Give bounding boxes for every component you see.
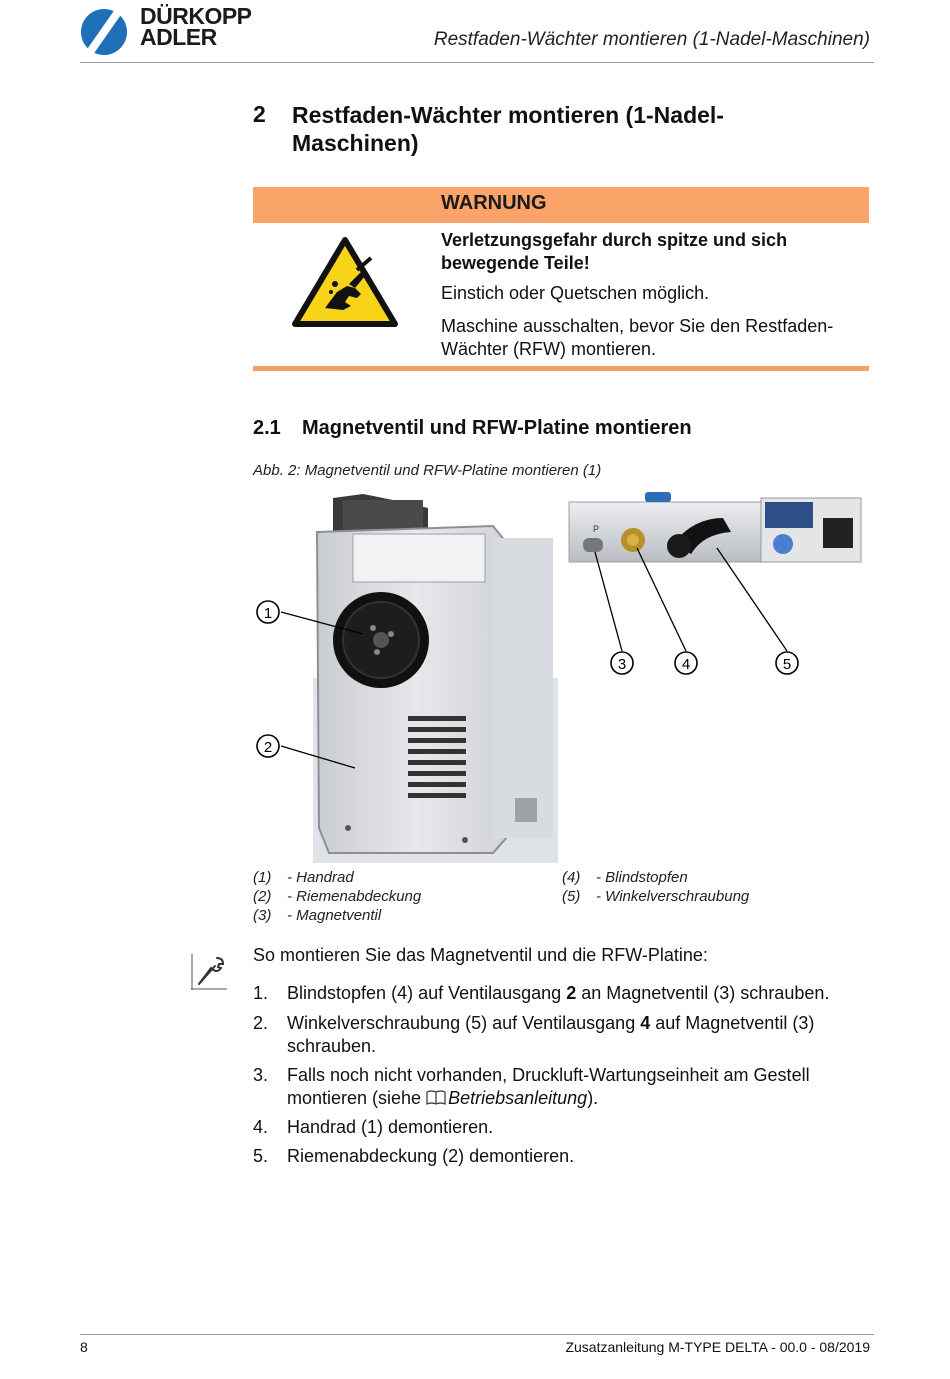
wrench-icon — [191, 954, 227, 990]
step-text-part: ). — [587, 1088, 599, 1108]
book-icon — [426, 1090, 446, 1105]
chapter-number: 2 — [253, 101, 266, 127]
section-title: Magnetventil und RFW-Platine montieren — [302, 417, 692, 439]
legend-number: (1) — [253, 869, 272, 886]
legend-text: - Magnetventil — [287, 907, 382, 924]
step-text-part: an Magnetventil (3) schrauben. — [576, 983, 830, 1003]
machine-photo — [253, 488, 893, 868]
legend-text: - Blindstopfen — [596, 869, 688, 886]
warning-bottom-rule — [253, 366, 869, 371]
svg-text:P: P — [593, 524, 600, 534]
brand-name — [140, 3, 252, 50]
step-text: Handrad (1) demontieren. — [287, 1117, 494, 1137]
warning-text-2: Maschine ausschalten, bevor Sie den Restfaden-Wächter (RFW) montieren. — [441, 316, 834, 359]
warning-heading: Verletzungsgefahr durch spitze und sich bewegende Teile! — [441, 230, 788, 273]
callout-label: 4 — [681, 656, 691, 673]
step-text: Riemenabdeckung (2) demontieren. — [287, 1146, 575, 1166]
callout-3 — [611, 652, 633, 674]
legend-number: (5) — [562, 888, 581, 905]
section-number: 2.1 — [253, 417, 281, 439]
callout-label: 5 — [782, 656, 792, 673]
legend-number: (2) — [253, 888, 272, 905]
step-text-part: auf Magnetventil (3) schrauben. — [287, 1013, 815, 1056]
chapter-title: Restfaden-Wächter montieren (1-Nadel-Maschinen) — [292, 102, 724, 156]
callout-label: 2 — [263, 739, 273, 756]
warning-banner — [253, 187, 869, 223]
brand-line-2: ADLER — [140, 24, 217, 50]
step-text-part: Blindstopfen (4) auf Ventilausgang — [287, 983, 567, 1003]
warning-label: WARNUNG — [441, 192, 547, 214]
legend-text: - Riemenabdeckung — [287, 888, 422, 905]
output-number: 2 — [566, 983, 577, 1003]
callout-4 — [675, 652, 697, 674]
callout-2 — [257, 735, 279, 757]
step-number: 5. — [253, 1146, 269, 1166]
hand-crush-hazard-icon — [291, 236, 399, 328]
step-number: 1. — [253, 983, 269, 1003]
legend-number: (3) — [253, 907, 272, 924]
legend-number: (4) — [562, 869, 581, 886]
legend-item — [253, 869, 354, 886]
footer-document-info: Zusatzanleitung M-TYPE DELTA - 00.0 - 08/2019 — [565, 1339, 870, 1355]
manual-reference-link[interactable]: Betriebsanleitung — [448, 1088, 588, 1108]
page-number: 8 — [80, 1339, 88, 1355]
brand-line-1: DÜRKOPP — [140, 3, 252, 29]
legend-text: - Handrad — [287, 869, 354, 886]
step-number: 4. — [253, 1117, 269, 1137]
figure-caption: Abb. 2: Magnetventil und RFW-Platine montieren (1) — [253, 462, 602, 479]
step-text — [287, 1064, 869, 1110]
legend-item — [253, 888, 421, 905]
legend-text: - Winkelverschraubung — [596, 888, 750, 905]
step-text — [287, 1012, 869, 1058]
callout-label: 1 — [263, 605, 273, 622]
running-header-title: Restfaden-Wächter montieren (1-Nadel-Maschinen) — [433, 29, 870, 50]
legend-item — [253, 907, 381, 924]
header-divider — [80, 62, 874, 63]
callout-1 — [257, 601, 279, 623]
step-text-part: Falls noch nicht vorhanden, Druckluft-Wartungseinheit am Gestell montieren (siehe — [287, 1065, 810, 1108]
step-text — [287, 982, 869, 1005]
step-text-part: Winkelverschraubung (5) auf Ventilausgang — [287, 1013, 641, 1033]
step-number: 2. — [253, 1013, 269, 1033]
step-number: 3. — [253, 1065, 269, 1085]
legend-item — [562, 888, 749, 905]
legend-item — [562, 869, 688, 886]
output-number: 4 — [640, 1013, 651, 1033]
instructions-intro: So montieren Sie das Magnetventil und die RFW-Platine: — [253, 945, 708, 965]
callout-label: 3 — [617, 656, 627, 673]
footer-divider — [80, 1334, 874, 1335]
callout-5 — [776, 652, 798, 674]
warning-text-1: Einstich oder Quetschen möglich. — [441, 283, 710, 303]
